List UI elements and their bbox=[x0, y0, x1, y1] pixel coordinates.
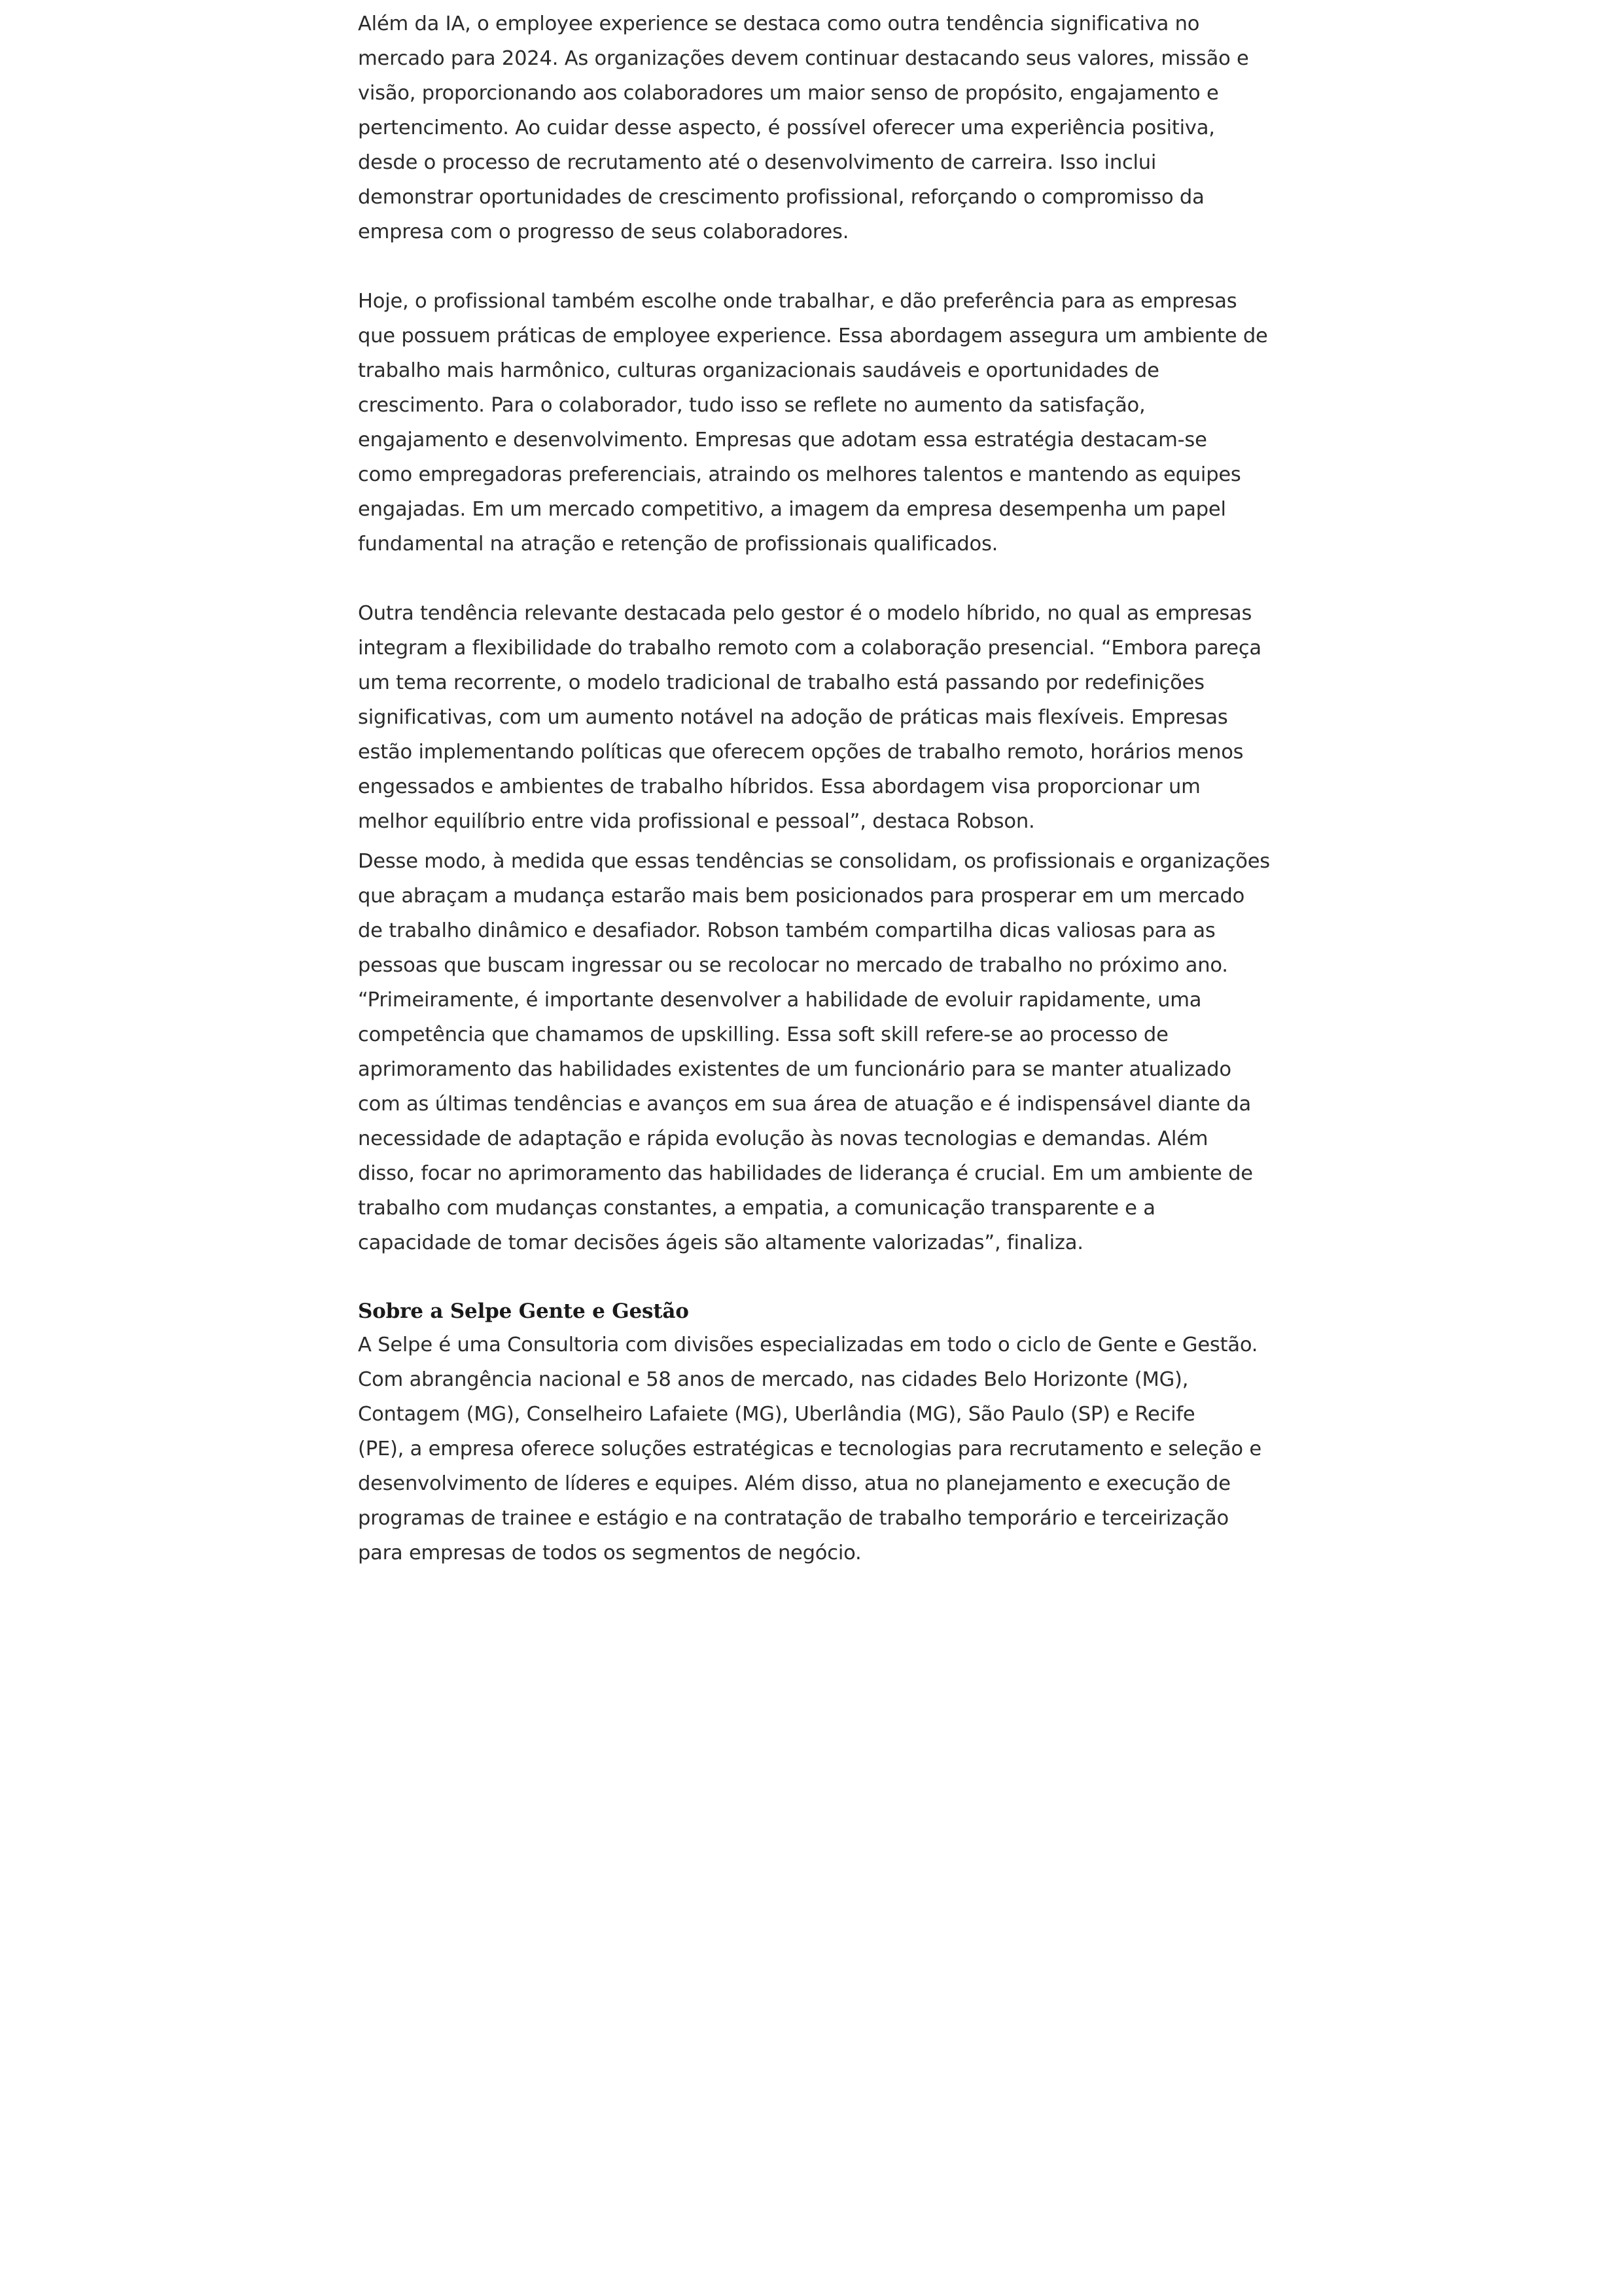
paragraph-upskilling-tips: Desse modo, à medida que essas tendências se consolidam, os profissionais e organizações que abraçam a mudança estarão mais bem posicionados para prosperar em um mercado de trabalho dinâmico e desafiador. Robson também compartilha dicas valiosas para as pessoas que buscam ingressar ou se recolocar no mercado de trabalho no próximo ano. “Primeiramente, é importante desenvolver a habilidade de evoluir rapidamente, uma competência que chamamos de upskilling. Essa soft skill refere-se ao processo de aprimoramento das habilidades existentes de um funcionário para se manter atualizado com as últimas tendências e avanços em sua área de atuação e é indispensável diante da necessidade de adaptação e rápida evolução às novas tecnologias e demandas. Além disso, focar no aprimoramento das habilidades de liderança é crucial. Em um ambiente de trabalho com mudanças constantes, a empatia, a comunicação transparente e a capacidade de tomar decisões ágeis são altamente valorizadas”, finaliza. bbox=[358, 850, 1270, 1254]
paragraph-employee-experience: Além da IA, o employee experience se destaca como outra tendência significativa no mercado para 2024. As organizações devem continuar destacando seus valores, missão e visão, proporcionando aos colaboradores um maior senso de propósito, engajamento e pertencimento. Ao cuidar desse aspecto, é possível oferecer uma experiência positiva, desde o processo de recrutamento até o desenvolvimento de carreira. Isso inclui demonstrar oportunidades de crescimento profissional, reforçando o compromisso da empresa com o progresso de seus colaboradores. bbox=[358, 12, 1249, 243]
paragraph-professional-choice: Hoje, o profissional também escolhe onde trabalhar, e dão preferência para as empresas que possuem práticas de employee experience. Essa abordagem assegura um ambiente de trabalho mais harmônico, culturas organizacionais saudáveis e oportunidades de crescimento. Para o colaborador, tudo isso se reflete no aumento da satisfação, engajamento e desenvolvimento. Empresas que adotam essa estratégia destacam-se como empregadoras preferenciais, atraindo os melhores talentos e mantendo as equipes engajadas. Em um mercado competitivo, a imagem da empresa desempenha um papel fundamental na atração e retenção de profissionais qualificados. bbox=[358, 290, 1268, 556]
paragraph-hybrid-model: Outra tendência relevante destacada pelo gestor é o modelo híbrido, no qual as empresas integram a flexibilidade do trabalho remoto com a colaboração presencial. “Embora pareça um tema recorrente, o modelo tradicional de trabalho está passando por redefinições significativas, com um aumento notável na adoção de práticas mais flexíveis. Empresas estão implementando políticas que oferecem opções de trabalho remoto, horários menos engessados e ambientes de trabalho híbridos. Essa abordagem visa proporcionar um melhor equilíbrio entre vida profissional e pessoal”, destaca Robson. bbox=[358, 602, 1261, 833]
article-body bbox=[358, 7, 1300, 1570]
about-text: A Selpe é uma Consultoria com divisões especializadas em todo o ciclo de Gente e Gestão. Com abrangência nacional e 58 anos de mercado, nas cidades Belo Horizonte (MG), Contagem (MG), Conselheiro Lafaiete (MG), Uberlândia (MG), São Paulo (SP) e Recife (PE), a empresa oferece soluções estratégicas e tecnologias para recrutamento e seleção e desenvolvimento de líderes e equipes. Além disso, atua no planejamento e execução de programas de trainee e estágio e na contratação de trabalho temporário e terceirização para empresas de todos os segmentos de negócio. bbox=[358, 1333, 1261, 1564]
about-heading: Sobre a Selpe Gente e Gestão bbox=[358, 1299, 689, 1323]
